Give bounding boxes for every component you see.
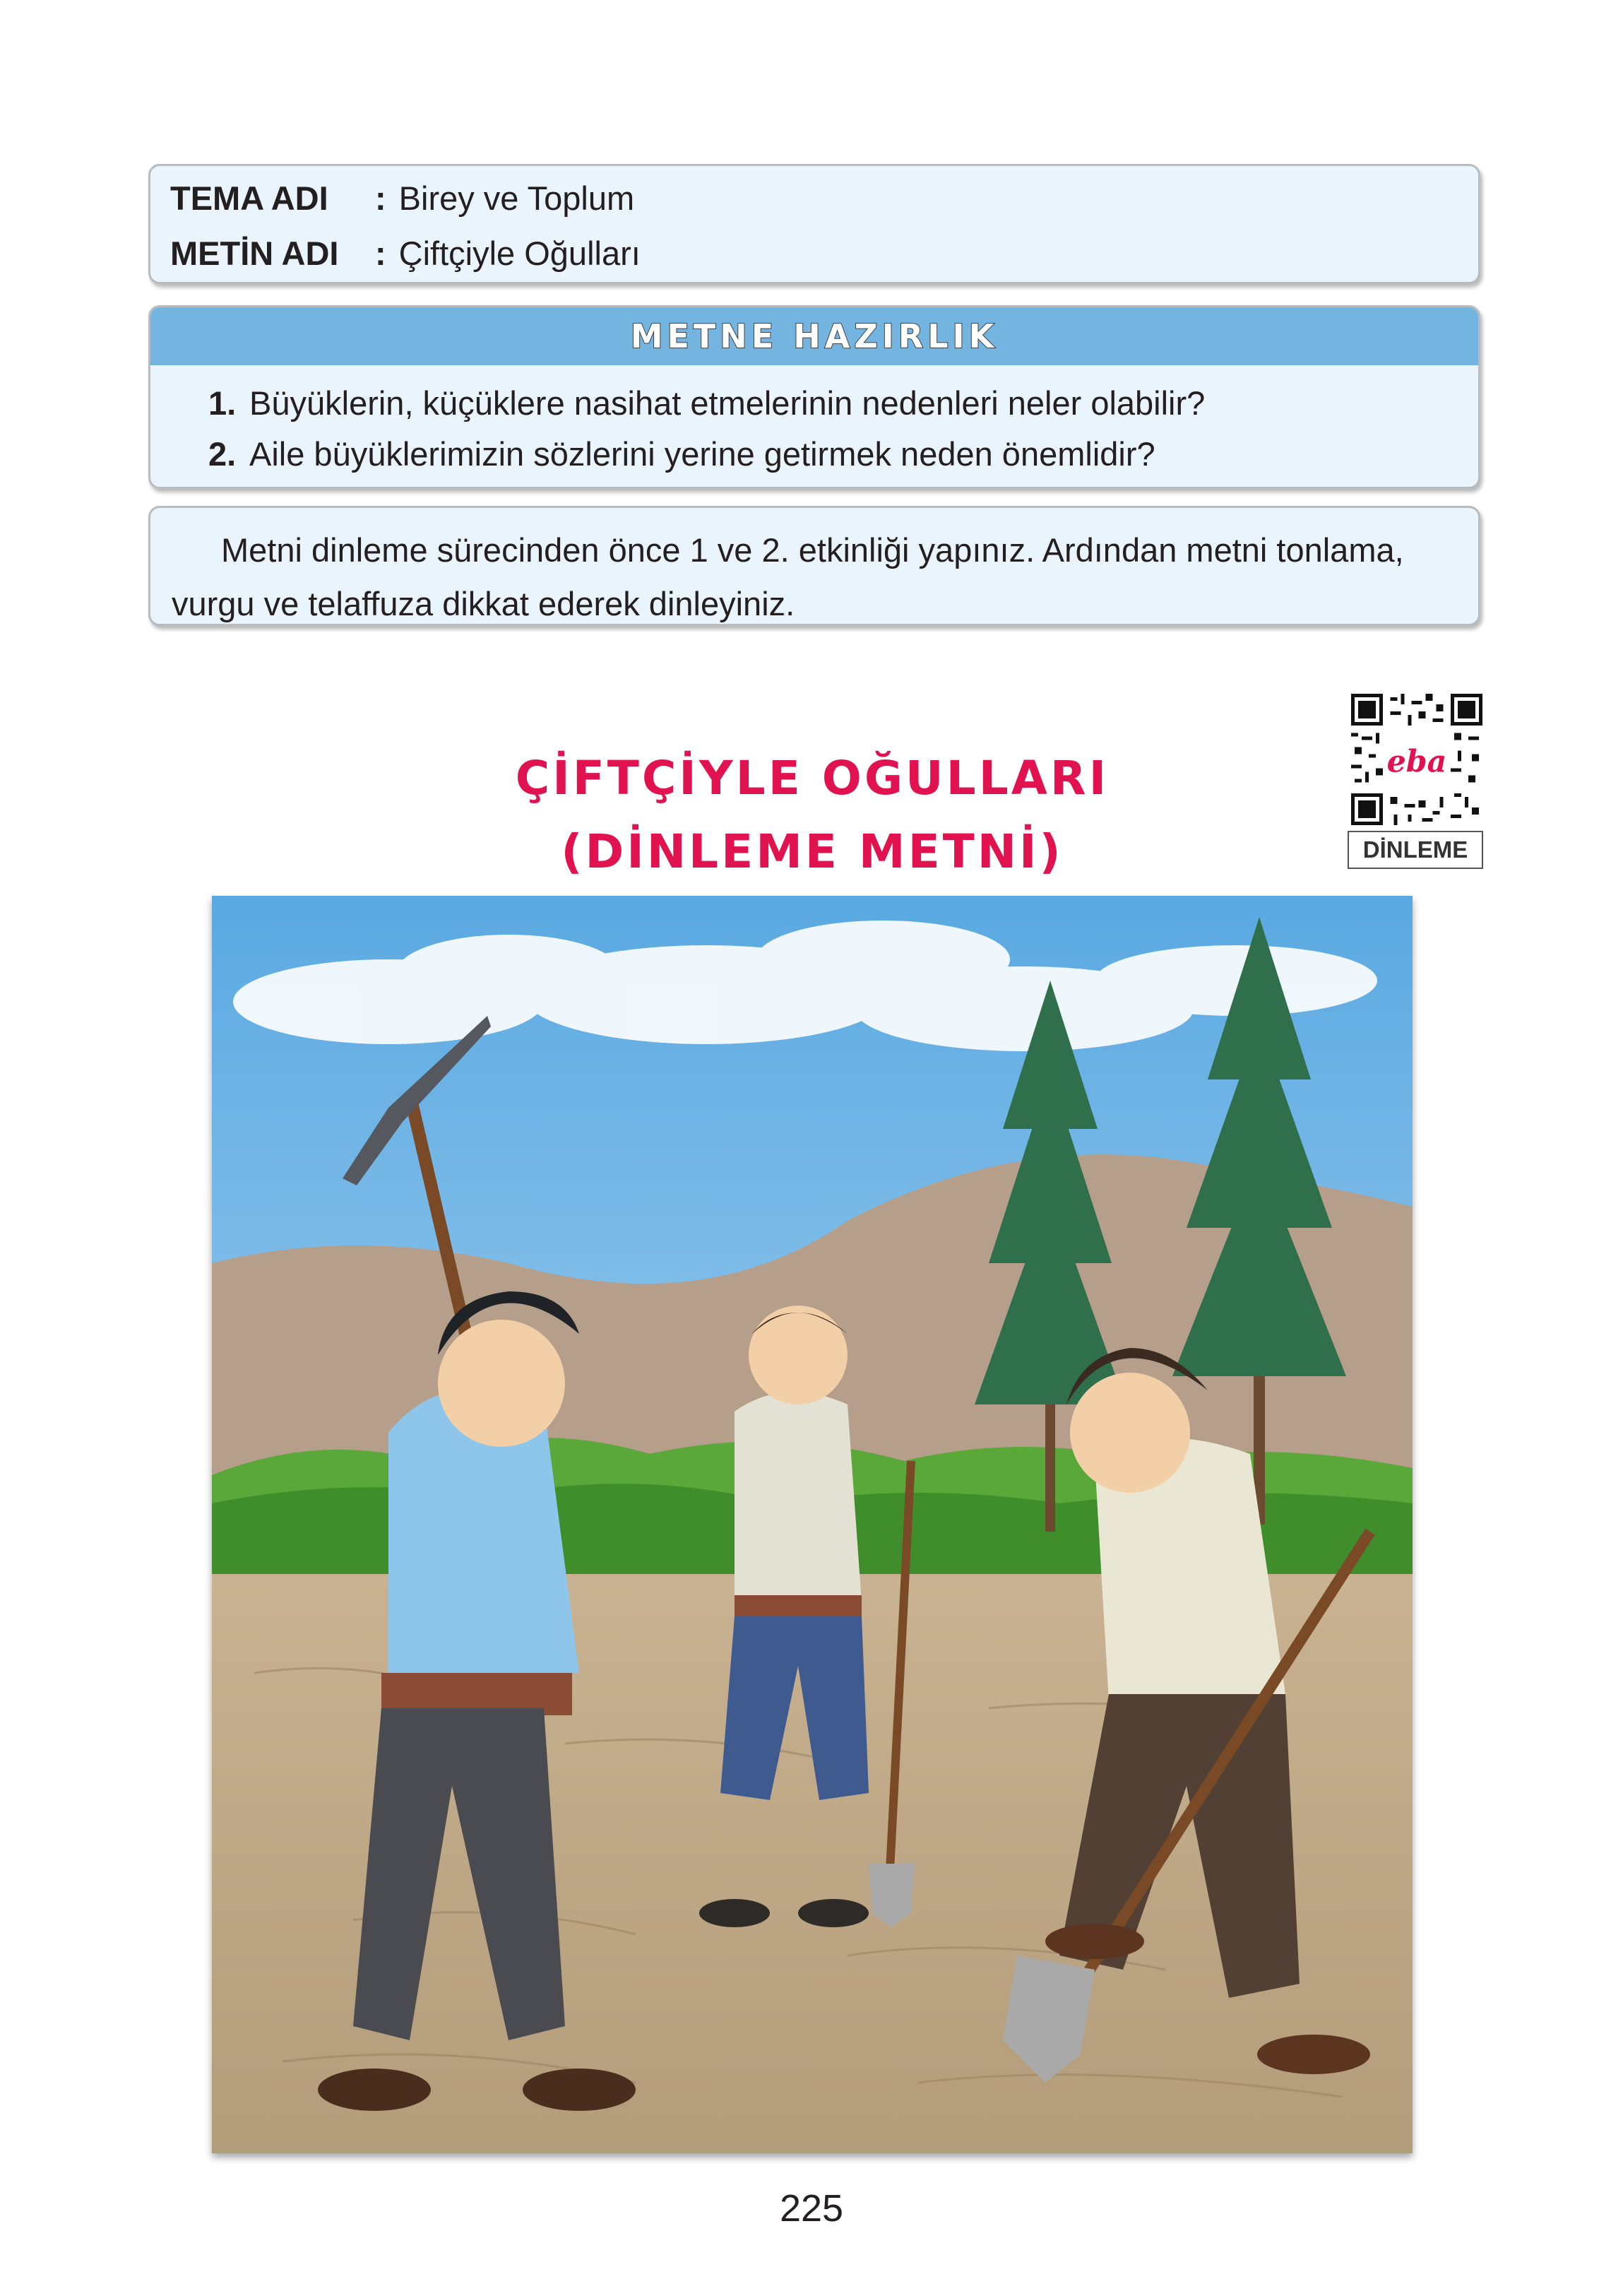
theme-name-value: Birey ve Toplum — [398, 179, 635, 217]
question-number: 2. — [208, 435, 237, 473]
story-title-line-1: ÇİFTÇİYLE OĞULLARI — [515, 751, 1110, 805]
qr-code-icon[interactable] — [1351, 694, 1482, 825]
qr-block[interactable] — [1348, 694, 1486, 869]
theme-name-row — [170, 179, 634, 218]
text-name-row — [170, 234, 641, 273]
eba-logo: eba — [1386, 744, 1447, 780]
instruction-text: Metni dinleme sürecinden önce 1 ve 2. etkinliği yapınız. Ardından metni tonlama, vurgu ve telaffuza dikkat ederek dinleyiniz. — [172, 531, 1404, 622]
question-text: Aile büyüklerimizin sözlerini yerine getirmek neden önemlidir? — [249, 435, 1155, 473]
text-name-value: Çiftçiyle Oğulları — [398, 235, 641, 272]
page-number: 225 — [779, 2187, 844, 2230]
question-text: Büyüklerin, küçüklere nasihat etmelerinin nedenleri neler olabilir? — [249, 384, 1206, 422]
question-1 — [208, 384, 1205, 422]
theme-name-label: TEMA ADI — [170, 179, 328, 217]
question-2 — [208, 434, 1155, 473]
story-title — [424, 742, 1201, 889]
question-number: 1. — [208, 384, 237, 422]
instruction-box — [148, 506, 1480, 626]
text-name-label: METİN ADI — [170, 235, 339, 272]
listen-label[interactable]: DİNLEME — [1348, 831, 1483, 869]
preparation-title: METNE HAZIRLIK — [630, 317, 999, 355]
theme-colon: : — [375, 179, 386, 217]
theme-info-box — [148, 164, 1480, 284]
text-colon: : — [375, 235, 386, 272]
farmers-digging-illustration — [212, 896, 1413, 2153]
preparation-header — [150, 307, 1478, 365]
story-title-line-2: (DİNLEME METNİ) — [561, 824, 1064, 879]
preparation-box — [148, 305, 1480, 489]
